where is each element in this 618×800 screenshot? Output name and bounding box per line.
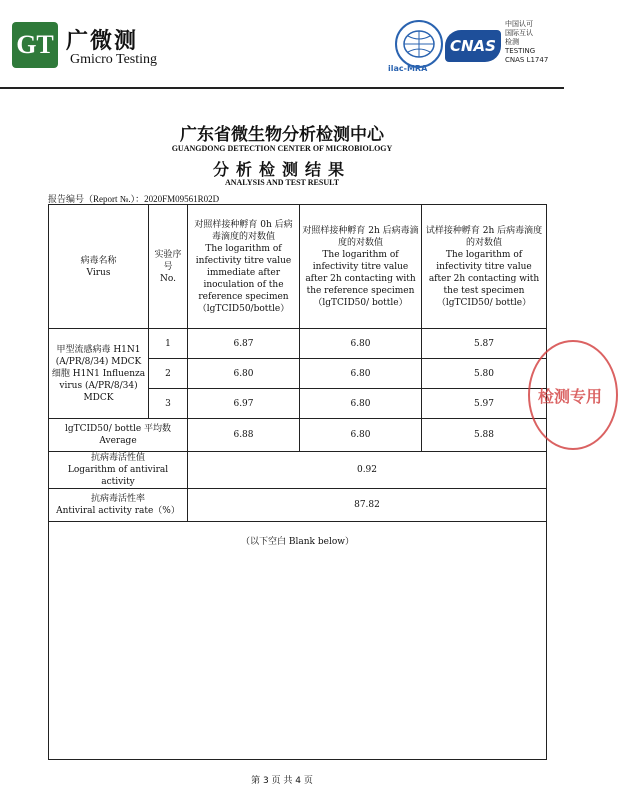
result-title-en: ANALYSIS AND TEST RESULT [224,178,340,187]
run-number: 3 [149,389,188,419]
cnas-line: 国际互认 [505,29,533,37]
value-cell: 5.80 [422,359,547,389]
header-text: The logarithm of infectivity titre value after 2h contacting with the reference specimen [305,249,416,296]
header-divider [0,87,564,89]
cnas-line: CNAS L1747 [505,56,549,64]
label-text: 抗病毒活性值 [90,453,145,463]
average-row [49,419,547,452]
official-stamp: 检测专用 [528,340,618,450]
log-activity-row [49,452,547,489]
results-table [48,204,547,760]
activity-rate-label [49,489,188,522]
page-number: 第 3 页 共 4 页 [251,776,313,786]
blank-below-note: （以下空白 Blank below） [49,522,547,760]
average-label: lgTCID50/ bottle 平均数 Average [49,419,188,452]
label-text: Logarithm of antiviral activity [67,465,169,487]
ilac-mra-text: ilac-MRA [388,64,428,73]
log-activity-value: 0.92 [188,452,547,489]
company-logo: GT [12,22,58,68]
value-cell: 5.97 [422,389,547,419]
average-value: 6.80 [300,419,422,452]
average-value: 5.88 [422,419,547,452]
header-text: The logarithm of infectivity titre value after 2h contacting with the test specimen [428,249,540,296]
cnas-logo: CNAS [445,30,501,62]
brand-name-cn: 广微测 [66,29,139,54]
ilac-mra-logo [395,20,443,68]
cnas-accreditation-text [505,20,548,65]
header-text: 实验序号 [154,249,182,272]
label-text: Antiviral activity rate（%） [56,506,180,516]
report-number: 报告编号（Report №.）：2020FM09561R02D [48,194,220,204]
cnas-line: 中国认可 [505,20,533,28]
run-number: 2 [149,359,188,389]
header-2h-test [422,205,547,329]
header-text: Virus [86,267,111,278]
value-cell: 6.80 [300,389,422,419]
header-no [149,205,188,329]
run-number: 1 [149,329,188,359]
cnas-line: TESTING [505,47,536,55]
table-row [49,329,547,359]
table-header-row [49,205,547,329]
value-cell: 6.80 [300,359,422,389]
result-title-cn: 分析检测结果 [212,160,351,179]
header-virus [49,205,149,329]
center-title-cn: 广东省微生物分析检测中心 [180,125,384,145]
virus-name-cell: 甲型流感病毒 H1N1 (A/PR/8/34) MDCK 细胞 H1N1 Influenza virus (A/PR/8/34) MDCK [49,329,149,419]
value-cell: 5.87 [422,329,547,359]
header-text: The logarithm of infectivity titre value immediate after inoculation of the reference specimen [195,243,292,302]
value-cell: 6.80 [188,359,300,389]
value-cell: 6.87 [188,329,300,359]
average-value: 6.88 [188,419,300,452]
activity-rate-value: 87.82 [188,489,547,522]
cnas-line: 检测 [505,38,519,46]
header-2h-reference [300,205,422,329]
header-text: 病毒名称 [80,255,117,266]
blank-row [49,522,547,760]
header-text: 对照样接种孵育 2h 后病毒滴度的对数值 [302,225,419,248]
header-text: 试样接种孵育 2h 后病毒滴度的对数值 [425,225,543,248]
header-text: No. [160,273,176,284]
brand-name-en: Gmicro Testing [70,52,158,67]
value-cell: 6.80 [300,329,422,359]
value-cell: 6.97 [188,389,300,419]
center-title-en: GUANGDONG DETECTION CENTER OF MICROBIOLOGY [171,144,393,153]
log-activity-label [49,452,188,489]
header-unit: （lgTCID50/bottle） [197,303,290,314]
globe-icon [402,29,436,59]
header-unit: （lgTCID50/ bottle） [436,297,532,308]
label-text: 抗病毒活性率 [90,494,145,504]
header-unit: （lgTCID50/ bottle） [313,297,408,308]
header-0h-reference [188,205,300,329]
activity-rate-row [49,489,547,522]
header-text: 对照样接种孵育 0h 后病毒滴度的对数值 [194,219,293,242]
